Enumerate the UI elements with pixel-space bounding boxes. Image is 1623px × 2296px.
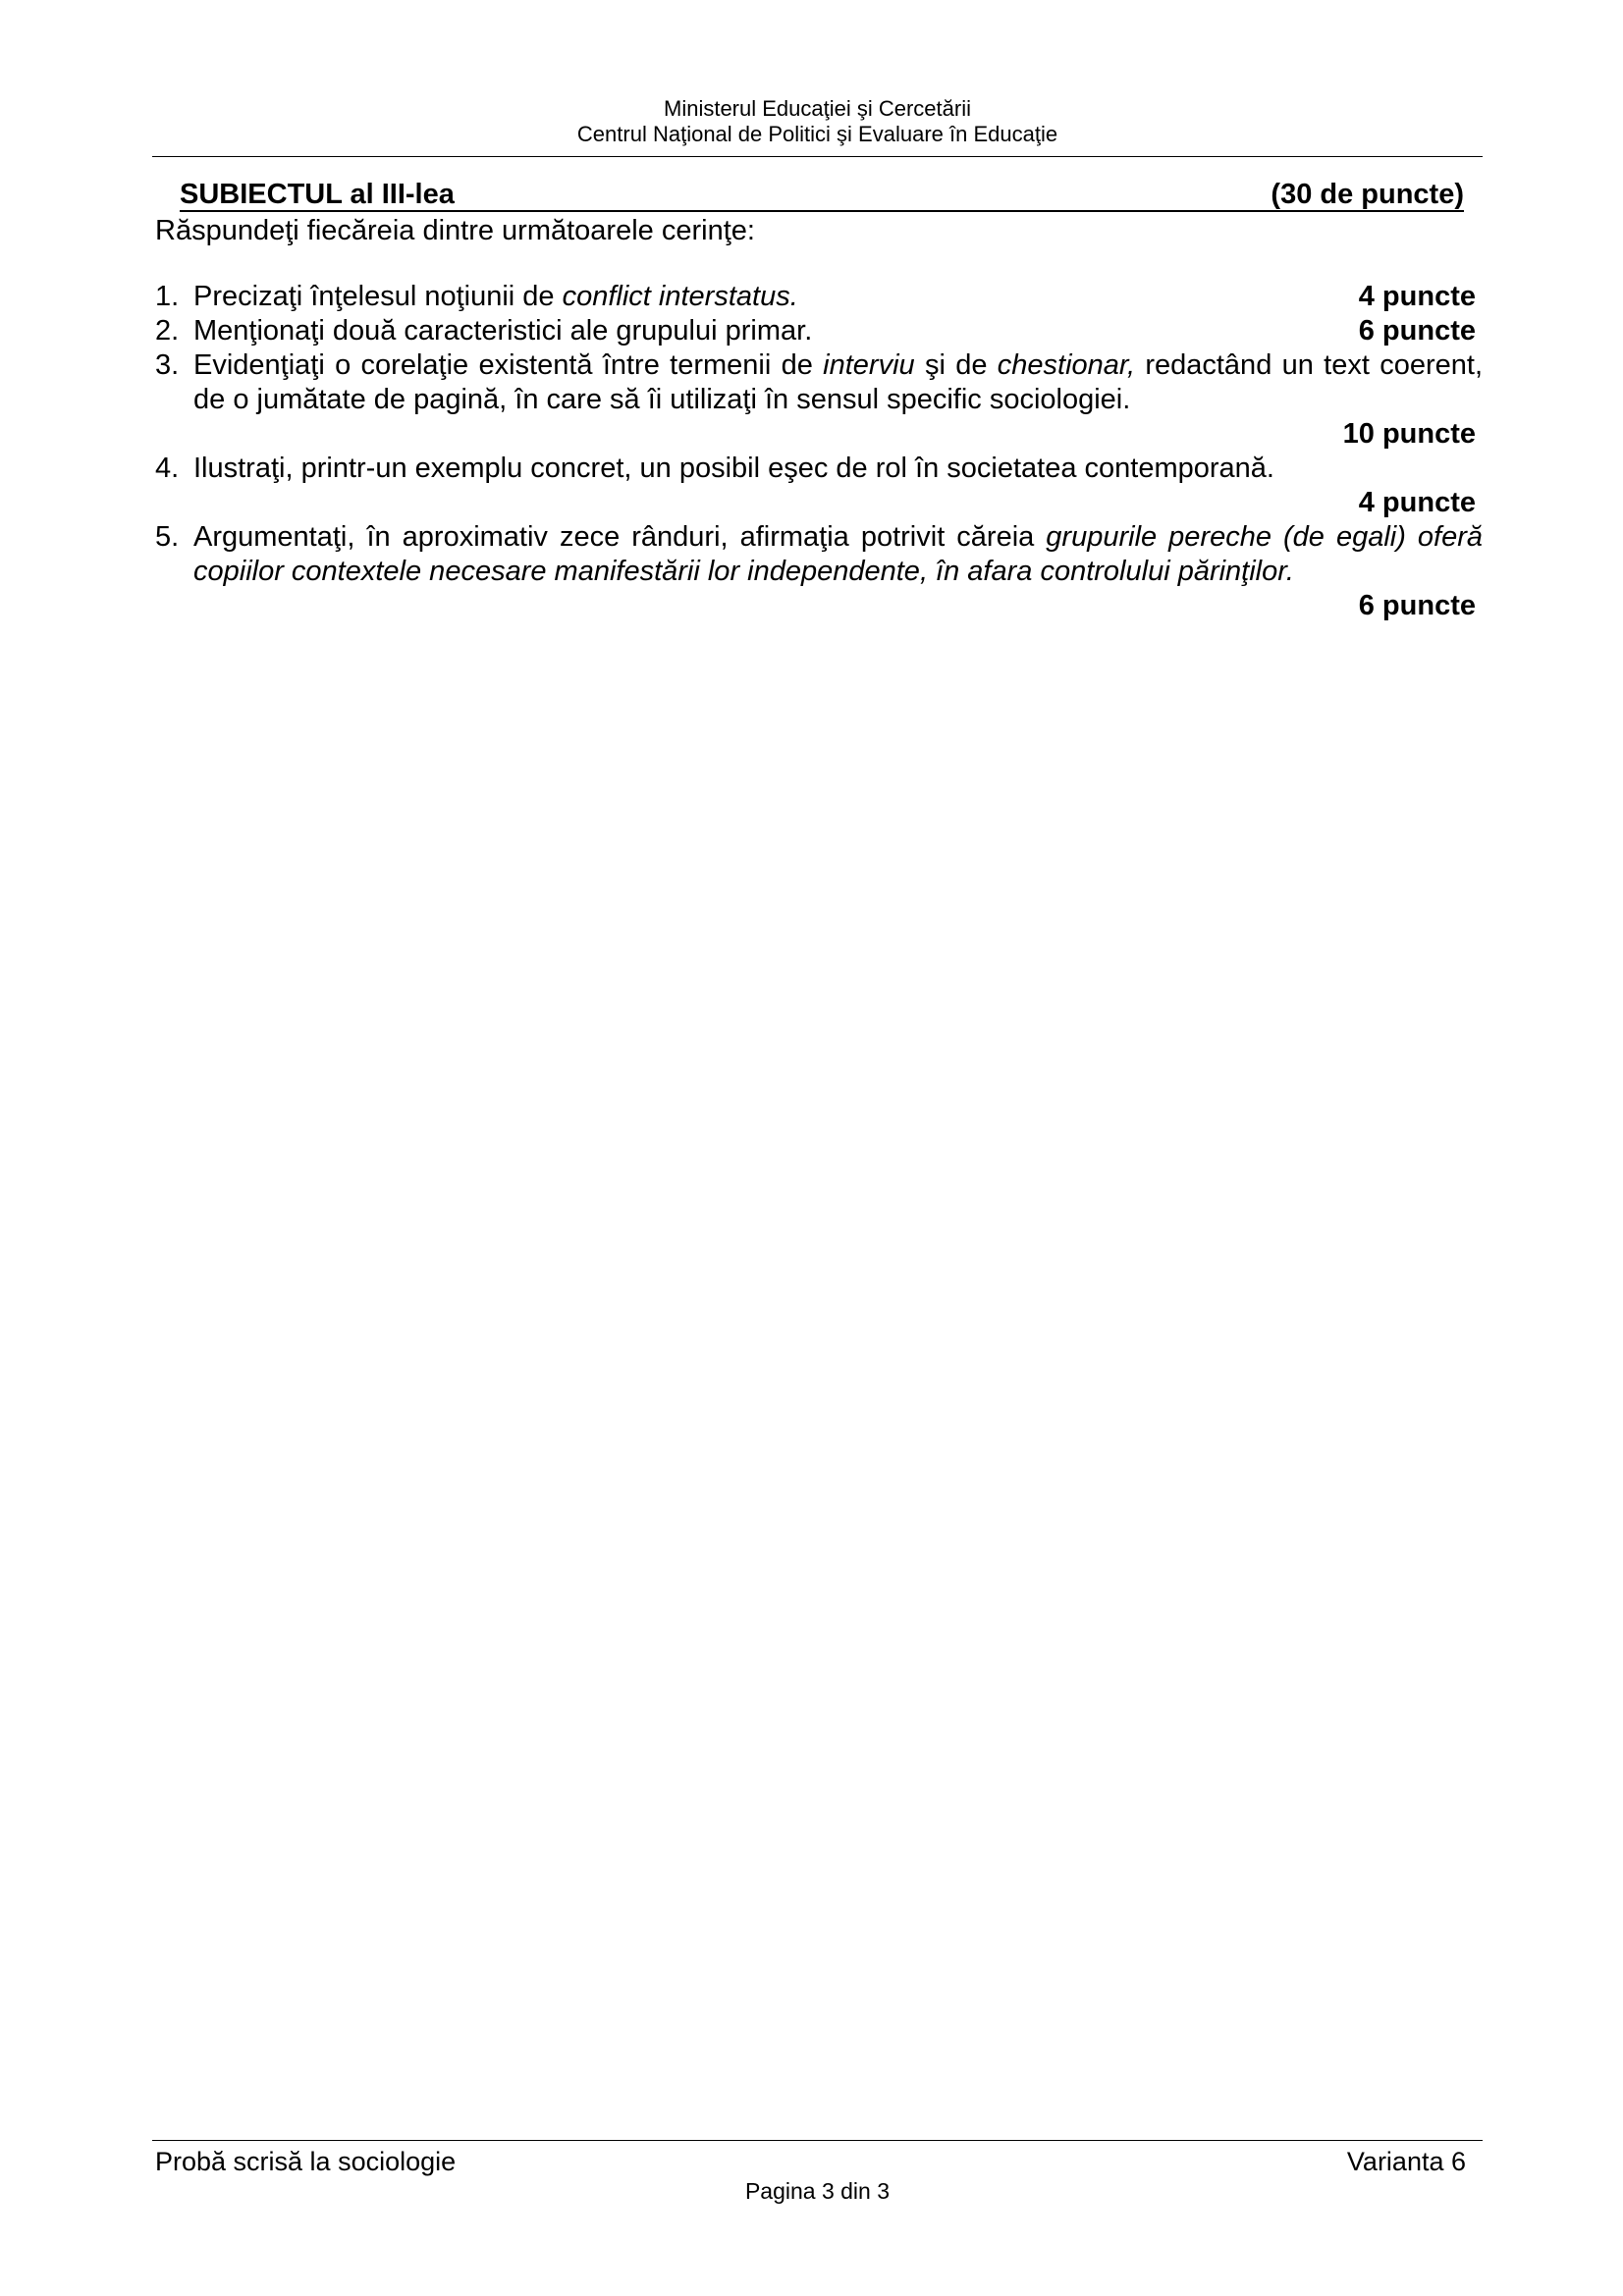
subject-points: (30 de puncte)	[1271, 179, 1464, 210]
header-divider	[152, 156, 1483, 157]
task-item-4	[155, 452, 1483, 520]
task-item-1	[155, 280, 1483, 314]
task-text: Menţionaţi două caracteristici ale grupului primar.	[193, 315, 813, 347]
task-points: 10 puncte	[1342, 418, 1476, 450]
task-text-plain: şi de	[914, 349, 998, 381]
header-center: Centrul Naţional de Politici şi Evaluare în Educaţie	[576, 122, 1058, 146]
task-number: 4.	[155, 453, 180, 484]
task-points: 6 puncte	[1358, 590, 1476, 621]
task-number: 5.	[155, 521, 180, 553]
task-number: 2.	[155, 315, 180, 347]
task-text	[193, 348, 1483, 417]
subject-title: SUBIECTUL al III-lea	[180, 179, 455, 210]
task-text-italic: chestionar,	[997, 349, 1136, 381]
footer-page-number: Pagina 3 din 3	[744, 2178, 891, 2204]
task-text-plain: Precizaţi înţelesul noţiunii de	[193, 281, 563, 312]
footer-variant: Varianta 6	[1346, 2147, 1466, 2176]
task-points: 6 puncte	[1358, 315, 1476, 347]
header-ministry: Ministerul Educaţiei şi Cercetării	[664, 96, 971, 121]
task-number: 1.	[155, 281, 180, 312]
task-item-3	[155, 348, 1483, 452]
task-list	[155, 280, 1483, 623]
task-text	[193, 520, 1483, 589]
task-item-5	[155, 520, 1483, 623]
task-text-italic: grupurile pereche (de egali) oferă copiilor contextele necesare manifestării lor independente, în afara controlului părinţilor.	[193, 521, 1483, 587]
task-text-plain: redactând un text coerent, de o jumătate de pagină, în care să îi utilizaţi în sensul specific sociologiei.	[193, 349, 1484, 415]
task-points: 4 puncte	[1358, 281, 1476, 312]
task-item-2	[155, 314, 1483, 348]
subject-heading	[180, 179, 1464, 212]
task-text-italic: conflict interstatus.	[562, 281, 798, 312]
task-points: 4 puncte	[1358, 487, 1476, 518]
instruction-text: Răspundeţi fiecăreia dintre următoarele cerinţe:	[155, 215, 755, 246]
task-text-plain: Argumentaţi, în aproximativ zece rânduri, afirmaţia potrivit căreia	[193, 521, 1047, 553]
page-header	[152, 96, 1483, 147]
footer-exam-name: Probă scrisă la sociologie	[155, 2147, 457, 2176]
task-text-italic: interviu	[823, 349, 915, 381]
task-text-plain: Evidenţiaţi o corelaţie existentă între termenii de	[193, 349, 824, 381]
task-text: Ilustraţi, printr-un exemplu concret, un posibil eşec de rol în societatea contemporană.	[193, 453, 1274, 484]
task-number: 3.	[155, 349, 180, 381]
footer-divider	[152, 2140, 1483, 2141]
task-text	[193, 280, 1483, 314]
